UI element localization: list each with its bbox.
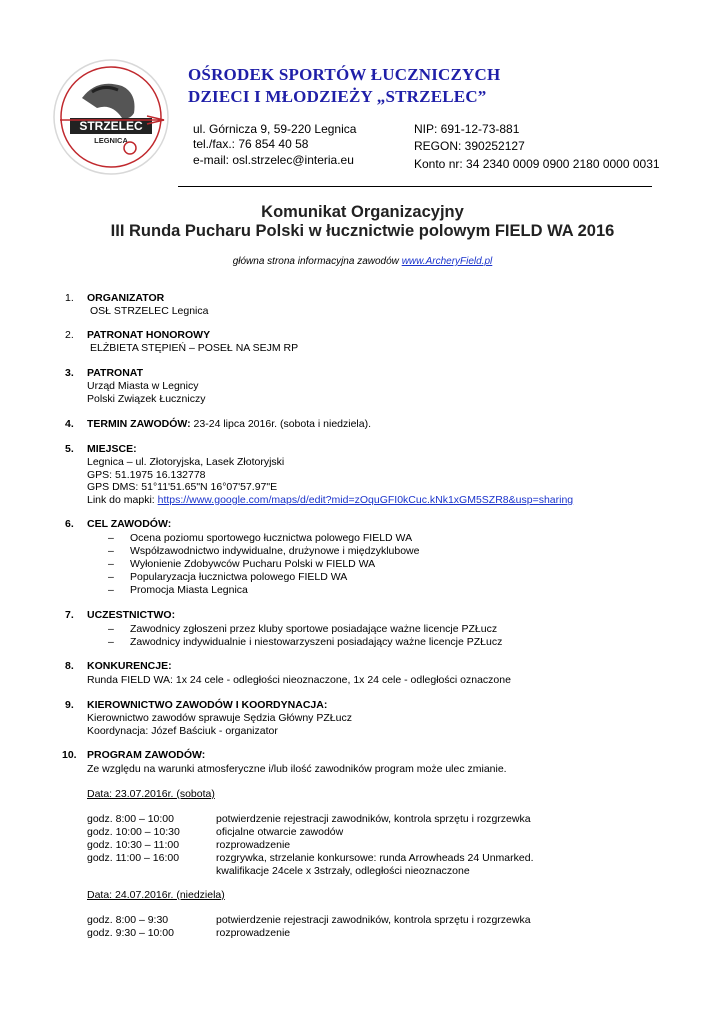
schedule-desc: rozprowadzenie	[216, 927, 291, 939]
section-head: UCZESTNICTWO:	[87, 609, 176, 621]
section-num: 1.	[65, 292, 74, 304]
section-line: Runda FIELD WA: 1x 24 cele - odległości nieoznaczone, 1x 24 cele - odległości oznaczone	[87, 674, 511, 686]
section-head: PATRONAT	[87, 367, 143, 379]
section-num: 7.	[65, 609, 74, 621]
dash-bullet: –	[108, 558, 114, 570]
club-logo	[52, 58, 170, 176]
dash-bullet: –	[108, 636, 114, 648]
section-line: Koordynacja: Józef Baściuk - organizator	[87, 725, 278, 737]
nip: NIP: 691-12-73-881	[414, 122, 520, 136]
address: ul. Górnicza 9, 59-220 Legnica	[193, 122, 357, 136]
section-line: Kierownictwo zawodów sprawuje Sędzia Główny PZŁucz	[87, 712, 352, 724]
map-link-label: Link do mapki:	[87, 494, 158, 506]
schedule-desc: rozprowadzenie	[216, 839, 291, 851]
section-line: Polski Związek Łuczniczy	[87, 393, 206, 405]
map-link-line	[87, 494, 573, 507]
section-num: 10.	[62, 749, 77, 761]
schedule-desc: potwierdzenie rejestracji zawodników, kontrola sprzętu i rozgrzewka	[216, 914, 531, 926]
day2-date: Data: 24.07.2016r. (niedziela)	[87, 889, 225, 901]
section-num: 8.	[65, 660, 74, 672]
regon: REGON: 390252127	[414, 139, 525, 153]
section-line: OSŁ STRZELEC Legnica	[90, 305, 209, 317]
bank-account: Konto nr: 34 2340 0009 0900 2180 0000 0031	[414, 157, 660, 171]
day1-date: Data: 23.07.2016r. (sobota)	[87, 788, 215, 800]
list-item: Popularyzacja łucznictwa polowego FIELD WA	[130, 571, 348, 583]
list-item: Wyłonienie Zdobywców Pucharu Polski w FIELD WA	[130, 558, 376, 570]
section-line: Urząd Miasta w Legnicy	[87, 380, 199, 392]
section-line: ELŻBIETA STĘPIEŃ – POSEŁ NA SEJM RP	[90, 342, 299, 354]
section-num: 6.	[65, 518, 74, 530]
logo-city: LEGNICA	[94, 136, 128, 145]
section-line: GPS: 51.1975 16.132778	[87, 469, 206, 481]
section-head: TERMIN ZAWODÓW:	[87, 418, 191, 430]
list-item: Zawodnicy indywidualnie i niestowarzyszeni posiadający ważne licencje PZŁucz	[130, 636, 503, 648]
section-line	[87, 418, 371, 431]
section-head: ORGANIZATOR	[87, 292, 165, 304]
section-head: MIEJSCE:	[87, 443, 137, 455]
telfax: tel./fax.: 76 854 40 58	[193, 137, 309, 151]
schedule-desc-extra: kwalifikacje 24cele x 3strzały, odległości nieoznaczone	[216, 865, 470, 877]
header-divider	[178, 186, 652, 187]
logo-name: STRZELEC	[79, 119, 143, 133]
schedule-time: godz. 10:00 – 10:30	[87, 826, 180, 838]
dash-bullet: –	[108, 571, 114, 583]
section-head: KIEROWNICTWO ZAWODÓW I KOORDYNACJA:	[87, 699, 328, 711]
list-item: Promocja Miasta Legnica	[130, 584, 248, 596]
schedule-time: godz. 10:30 – 11:00	[87, 839, 180, 851]
section-head: PATRONAT HONOROWY	[87, 329, 211, 341]
list-item: Zawodnicy zgłoszeni przez kluby sportowe posiadające ważne licencje PZŁucz	[130, 623, 498, 635]
schedule-time: godz. 8:00 – 10:00	[87, 813, 174, 825]
org-title-line1: OŚRODEK SPORTÓW ŁUCZNICZYCH	[188, 65, 501, 84]
schedule-desc: potwierdzenie rejestracji zawodników, kontrola sprzętu i rozgrzewka	[216, 813, 531, 825]
doc-subtitle: III Runda Pucharu Polski w łucznictwie polowym FIELD WA 2016	[110, 222, 615, 240]
schedule-time: godz. 9:30 – 10:00	[87, 927, 174, 939]
email: e-mail: osl.strzelec@interia.eu	[193, 153, 354, 167]
info-note-text: główna strona informacyjna zawodów	[232, 256, 402, 267]
map-link[interactable]: https://www.google.com/maps/d/edit?mid=zOquGFI0kCuc.kNk1xGM5SZR8&usp=sharing	[157, 494, 574, 506]
list-item: Współzawodnictwo indywidualne, drużynowe i międzyklubowe	[130, 545, 420, 557]
section-num: 9.	[65, 699, 74, 711]
section-line: GPS DMS: 51°11'51.65"N 16°07'57.97"E	[87, 481, 278, 493]
section-text: 23-24 lipca 2016r. (sobota i niedziela).	[190, 418, 372, 430]
schedule-time: godz. 11:00 – 16:00	[87, 852, 180, 864]
section-num: 5.	[65, 443, 74, 455]
info-link[interactable]: www.ArcheryField.pl	[401, 256, 493, 267]
section-num: 4.	[65, 418, 74, 430]
doc-title: Komunikat Organizacyjny	[261, 203, 464, 221]
schedule-desc: rozgrywka, strzelanie konkursowe: runda Arrowheads 24 Unmarked.	[216, 852, 534, 864]
section-num: 3.	[65, 367, 74, 379]
dash-bullet: –	[108, 545, 114, 557]
dash-bullet: –	[108, 584, 114, 596]
schedule-time: godz. 8:00 – 9:30	[87, 914, 169, 926]
info-note	[0, 256, 725, 267]
section-num: 2.	[65, 329, 74, 341]
section-line: Legnica – ul. Złotoryjska, Lasek Złotoryjski	[87, 456, 285, 468]
dash-bullet: –	[108, 532, 114, 544]
section-head: CEL ZAWODÓW:	[87, 518, 172, 530]
dash-bullet: –	[108, 623, 114, 635]
org-title-line2: DZIECI I MŁODZIEŻY „STRZELEC”	[188, 87, 487, 106]
section-line: Ze względu na warunki atmosferyczne i/lub ilość zawodników program może ulec zmianie.	[87, 763, 507, 775]
list-item: Ocena poziomu sportowego łucznictwa polowego FIELD WA	[130, 532, 413, 544]
schedule-desc: oficjalne otwarcie zawodów	[216, 826, 344, 838]
section-head: PROGRAM ZAWODÓW:	[87, 749, 206, 761]
section-head: KONKURENCJE:	[87, 660, 172, 672]
